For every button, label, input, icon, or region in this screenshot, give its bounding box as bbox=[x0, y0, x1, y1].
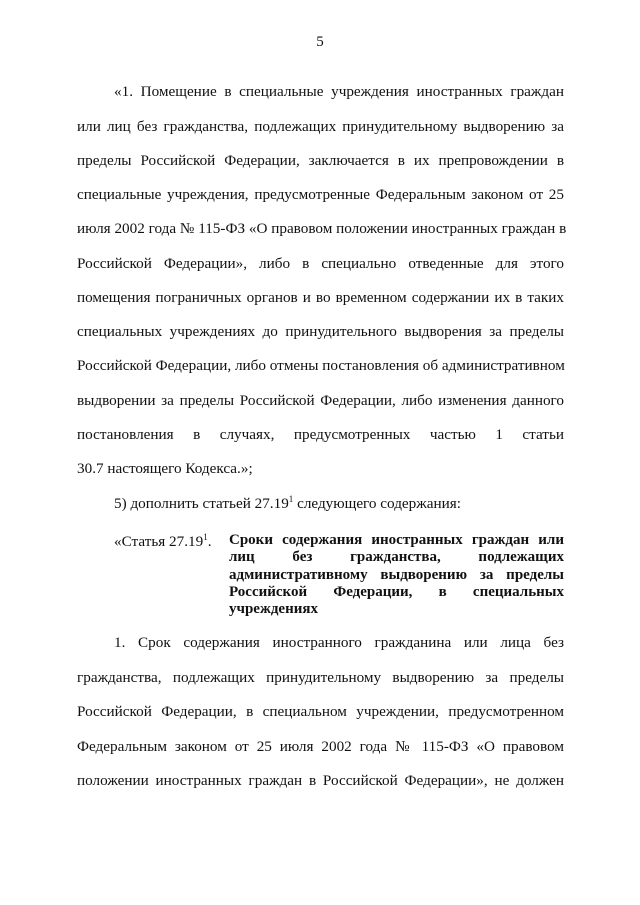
article-label bbox=[114, 532, 212, 552]
paragraph1-line: Российской Федерации, либо отмены постановления об административном bbox=[77, 357, 565, 374]
paragraph1-line: 30.7 настоящего Кодекса.»; bbox=[77, 460, 253, 477]
paragraph2-line: гражданства, подлежащих принудительному выдворению за пределы bbox=[77, 669, 564, 686]
paragraph1-line: выдворении за пределы Российской Федерации, либо изменения данного bbox=[77, 392, 564, 409]
paragraph2-line: Федеральным законом от 25 июля 2002 года № 115-ФЗ «О правовом bbox=[77, 738, 564, 755]
paragraph2-line: Российской Федерации, в специальном учреждении, предусмотренном bbox=[77, 703, 564, 720]
paragraph1-line: или лиц без гражданства, подлежащих принудительному выдворению за bbox=[77, 118, 564, 135]
article-title-line: учреждениях bbox=[229, 601, 318, 618]
page-number: 5 bbox=[316, 34, 324, 50]
article-title-line: административному выдворению за пределы bbox=[229, 566, 564, 583]
paragraph1-line: помещения пограничных органов и во временном содержании их в таких bbox=[77, 289, 564, 306]
article-title-line: лиц без гражданства, подлежащих bbox=[229, 549, 564, 566]
amendment-sup: 1 bbox=[288, 493, 294, 504]
article-label-sup: 1 bbox=[203, 531, 208, 542]
amendment-text: 5) дополнить статьей 27.19 bbox=[114, 495, 289, 512]
paragraph2-line: 1. Срок содержания иностранного гражданина или лица без bbox=[114, 634, 564, 651]
amendment-line bbox=[114, 494, 564, 514]
paragraph1-line: июля 2002 года № 115-ФЗ «О правовом положении иностранных граждан в bbox=[77, 220, 567, 237]
paragraph1-line: специальных учреждениях до принудительного выдворения за пределы bbox=[77, 323, 564, 340]
article-title-line: Сроки содержания иностранных граждан или bbox=[229, 532, 564, 548]
article-label-dot: . bbox=[207, 533, 212, 550]
paragraph2-line: положении иностранных граждан в Российской Федерации», не должен bbox=[77, 772, 564, 789]
amendment-text-end: следующего содержания: bbox=[293, 495, 461, 512]
paragraph1-line: специальные учреждения, предусмотренные Федеральным законом от 25 bbox=[77, 186, 564, 203]
paragraph1-line: пределы Российской Федерации, заключается в их препровождении в bbox=[77, 152, 564, 169]
paragraph1-line: Российской Федерации», либо в специально отведенные для этого bbox=[77, 255, 564, 272]
article-label-text: «Статья 27.19 bbox=[114, 533, 204, 550]
article-title-line: Российской Федерации, в специальных bbox=[229, 583, 564, 600]
paragraph1-line: постановления в случаях, предусмотренных частью 1 статьи bbox=[77, 426, 564, 443]
paragraph1-line: «1. Помещение в специальные учреждения иностранных граждан bbox=[114, 83, 564, 100]
article-title bbox=[229, 532, 564, 618]
